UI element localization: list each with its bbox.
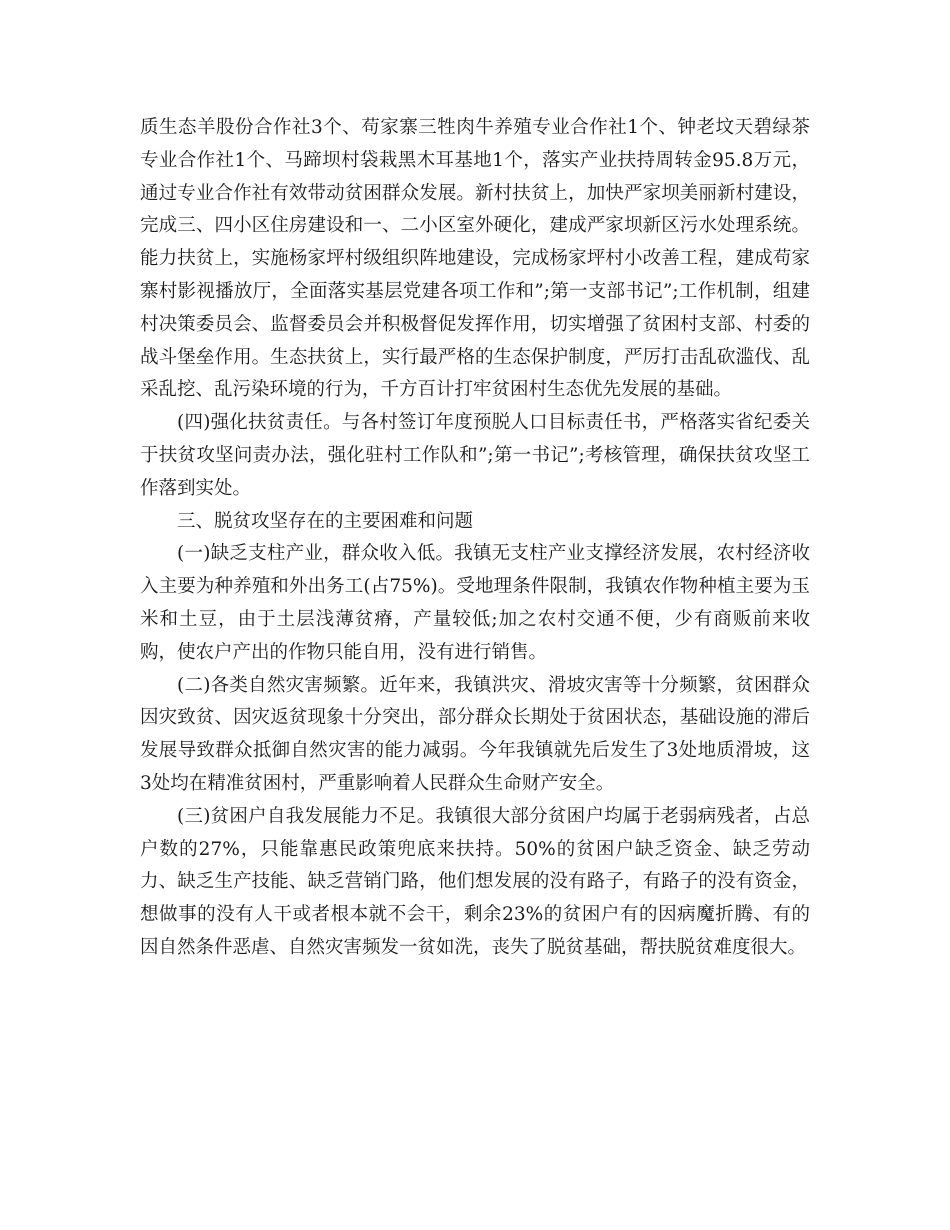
paragraph-problem-3: (三)贫困户自我发展能力不足。我镇很大部分贫困户均属于老弱病残者，占总户数的27%，只能靠惠民政策兜底来扶持。50%的贫困户缺乏资金、缺乏劳动力、缺乏生产技能、缺乏营销门路，他们想发展的没有路子，有路子的没有资金，想做事的没有人干或者根本就不会干，剩余23%的贫困户有的因病魔折腾、有的因自然条件恶虐、自然灾害频发一贫如洗，丧失了脱贫基础，帮扶脱贫难度很大。 <box>140 805 810 958</box>
paragraph-continuation: 质生态羊股份合作社3个、苟家寨三牲肉牛养殖专业合作社1个、钟老坟天碧绿茶专业合作社1个、马蹄坝村袋栽黑木耳基地1个，落实产业扶持周转金95.8万元，通过专业合作社有效带动贫困群众发展。新村扶贫上，加快严家坝美丽新村建设，完成三、四小区住房建设和一、二小区室外硬化，建成严家坝新区污水处理系统。能力扶贫上，实施杨家坪村级组织阵地建设，完成杨家坪村小改善工程，建成苟家寨村影视播放厅，全面落实基层党建各项工作和”;第一支部书记”;工作机制，组建村决策委员会、监督委员会并积极督促发挥作用，切实增强了贫困村支部、村委的战斗堡垒作用。生态扶贫上，实行最严格的生态保护制度，严厉打击乱砍滥伐、乱采乱挖、乱污染环境的行为，千方百计打牢贫困村生态优先发展的基础。 <box>140 117 810 401</box>
paragraph-section-4: (四)强化扶贫责任。与各村签订年度预脱人口目标责任书，严格落实省纪委关于扶贫攻坚问责办法，强化驻村工作队和”;第一书记”;考核管理，确保扶贫攻坚工作落到实处。 <box>140 412 810 499</box>
section-heading-3: 三、脱贫攻坚存在的主要困难和问题 <box>177 510 474 532</box>
document-body <box>140 112 810 965</box>
paragraph-problem-1: (一)缺乏支柱产业，群众收入低。我镇无支柱产业支撑经济发展，农村经济收入主要为种养殖和外出务工(占75%)。受地理条件限制，我镇农作物种植主要为玉米和土豆，由于土层浅薄贫瘠，产量较低;加之农村交通不便，少有商贩前来收购，使农户产出的作物只能自用，没有进行销售。 <box>140 543 810 663</box>
paragraph-problem-2: (二)各类自然灾害频繁。近年来，我镇洪灾、滑坡灾害等十分频繁，贫困群众因灾致贫、因灾返贫现象十分突出，部分群众长期处于贫困状态，基础设施的滞后发展导致群众抵御自然灾害的能力减弱。今年我镇就先后发生了3处地质滑坡，这3处均在精准贫困村，严重影响着人民群众生命财产安全。 <box>140 674 810 794</box>
